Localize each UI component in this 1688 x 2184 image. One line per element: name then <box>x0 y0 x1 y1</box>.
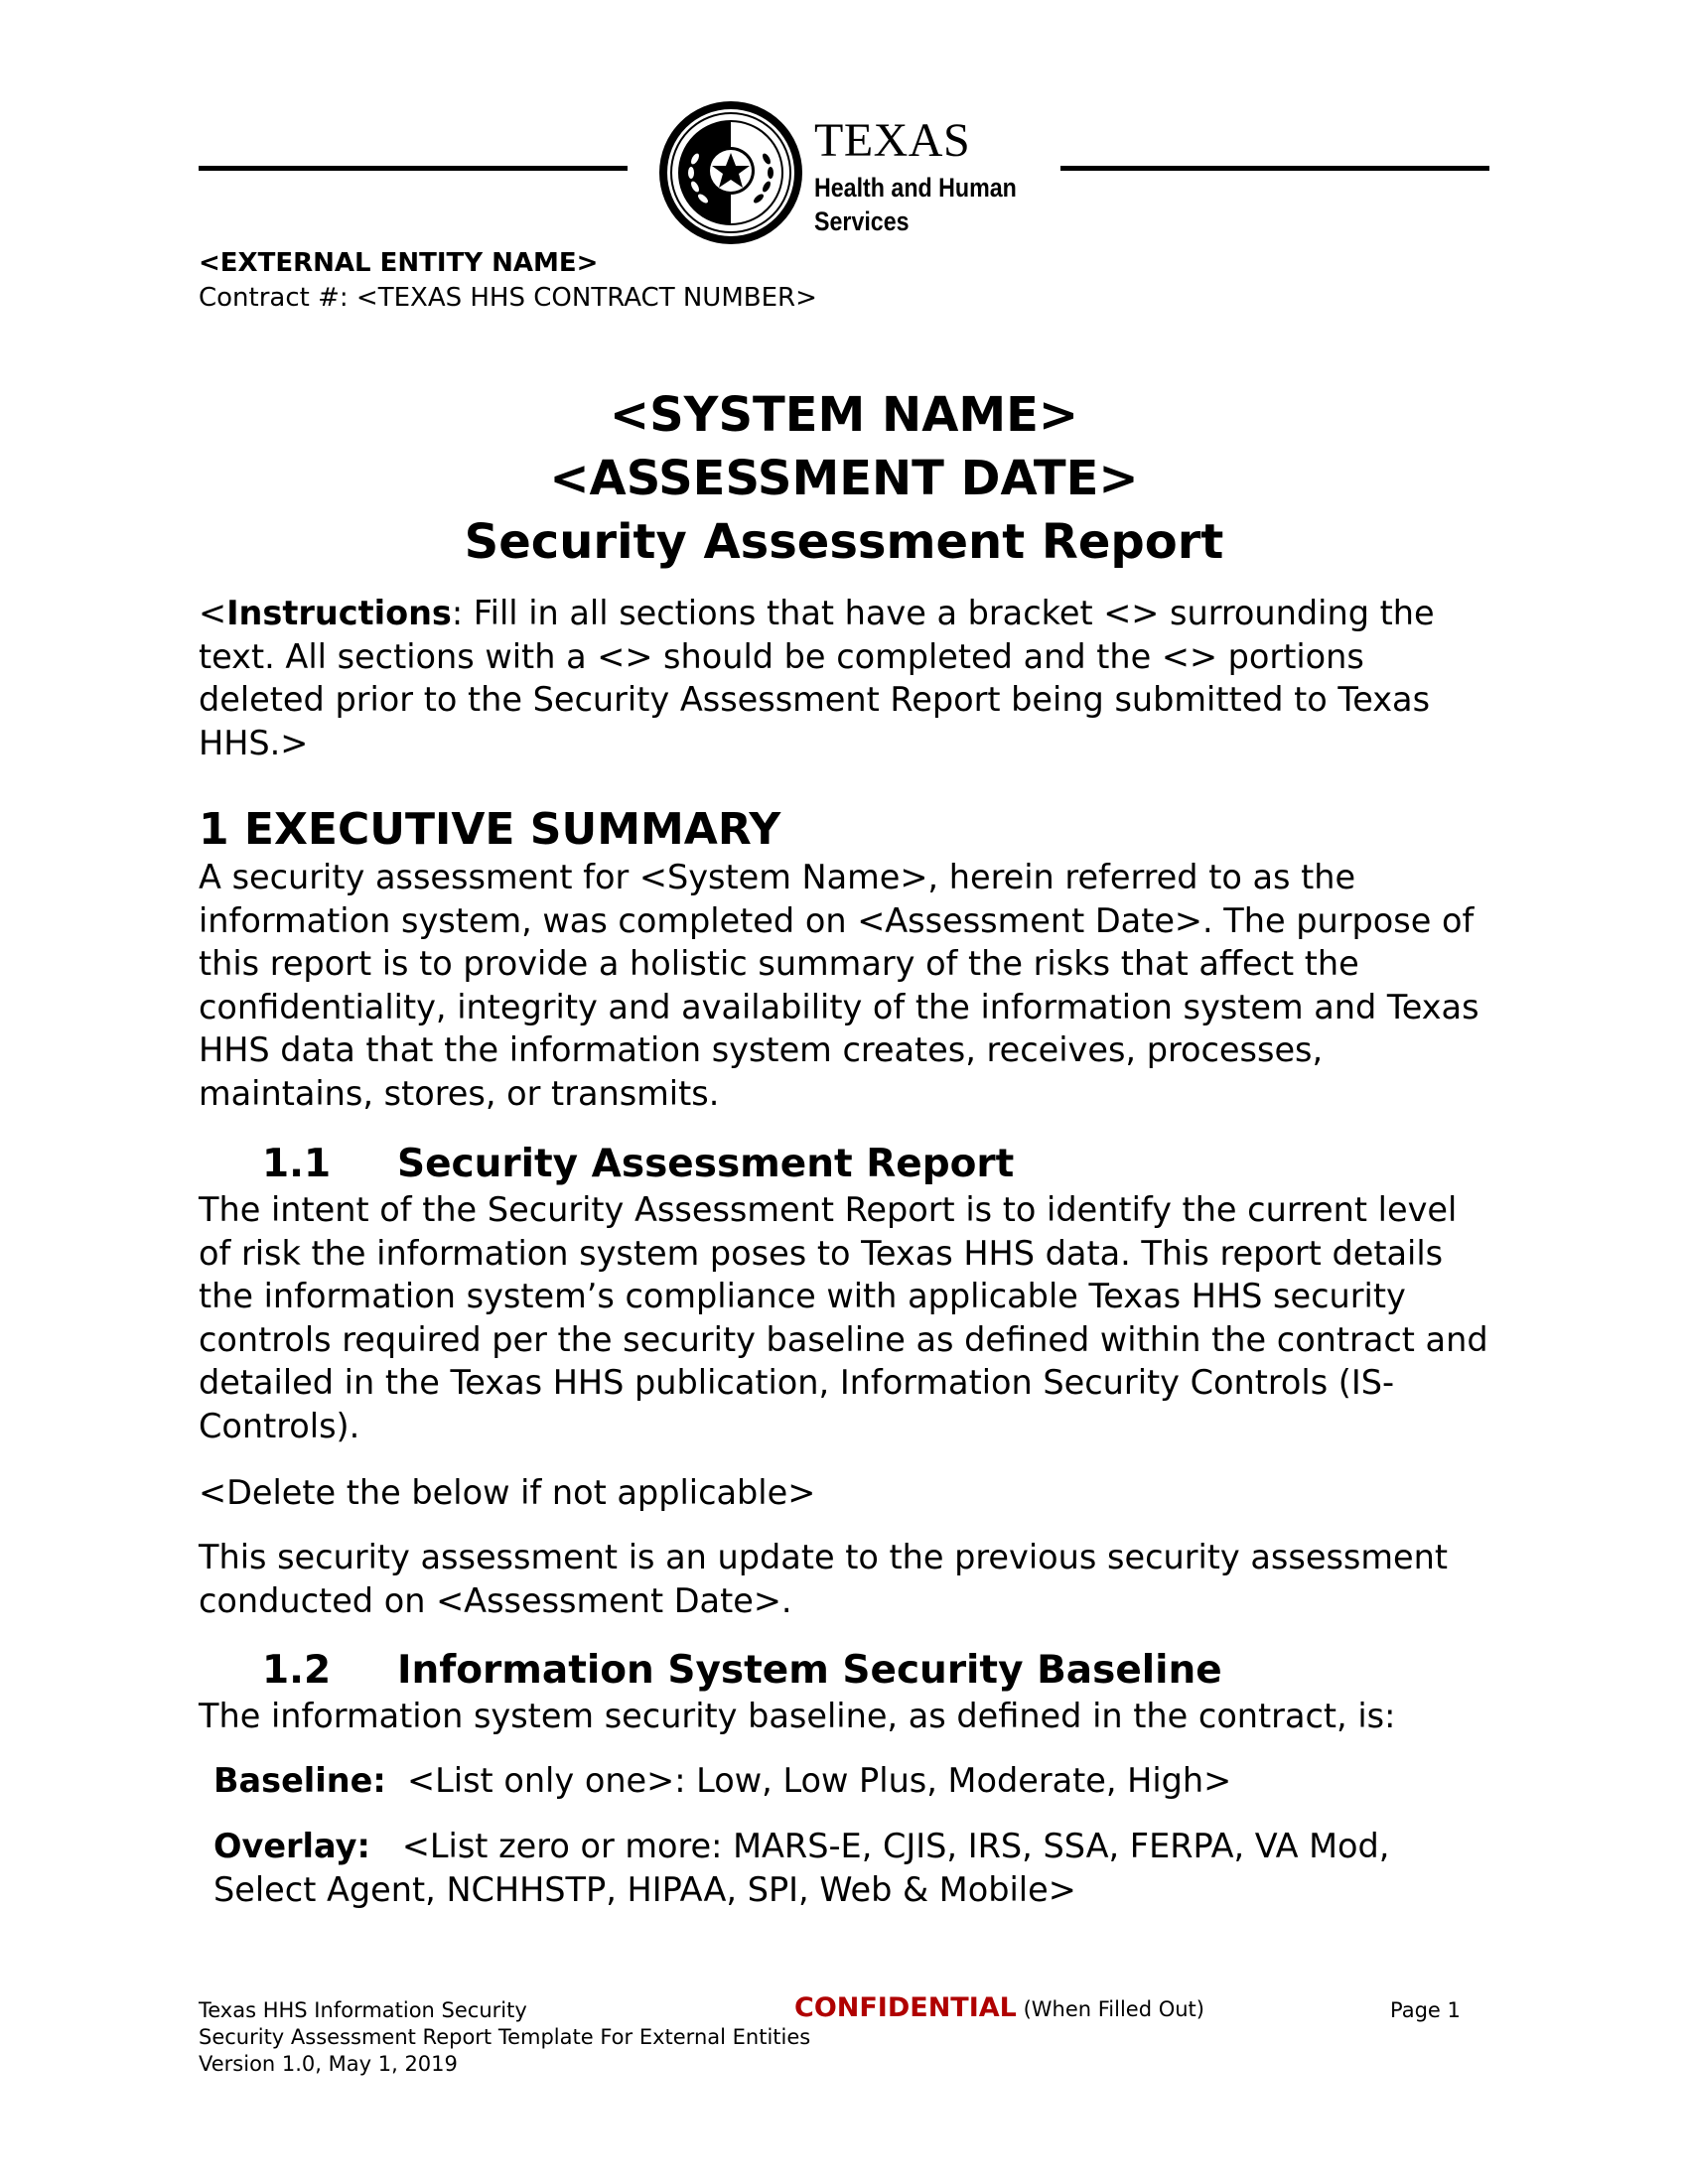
footer-page-number: Page 1 <box>1390 1998 1461 2022</box>
footer-confidential <box>794 1994 1204 2023</box>
footer-line-2: Security Assessment Report Template For External Entities <box>199 2025 811 2049</box>
overlay-field <box>213 1825 1499 1911</box>
entity-name: <EXTERNAL ENTITY NAME> <box>199 248 599 278</box>
header-rule-left <box>199 166 628 171</box>
baseline-value: <List only one>: Low, Low Plus, Moderate, High> <box>407 1761 1232 1800</box>
overlay-value: <List zero or more: MARS-E, CJIS, IRS, SSA, FERPA, VA Mod, Select Agent, NCHHSTP, HIPAA, SPI, Web & Mobile> <box>213 1827 1390 1909</box>
delete-note: <Delete the below if not applicable> <box>199 1473 816 1512</box>
overlay-label: Overlay: <box>213 1827 370 1865</box>
org-name-line3: Services <box>814 206 910 236</box>
subsection-heading-1-2 <box>262 1648 1222 1693</box>
sar-intent-body: The intent of the Security Assessment Report is to identify the current level of risk the information system poses to Texas HHS data. This report details the information system’s compliance with applicable Texas HHS security controls required per the security baseline as defined within the contract and detailed in the Texas HHS publication, Information Security Controls (IS-Controls). <box>199 1190 1488 1445</box>
baseline-intro: The information system security baseline, as defined in the contract, is: <box>199 1697 1396 1735</box>
footer-line-1: Texas HHS Information Security <box>199 1998 527 2022</box>
footer-document-info <box>199 1997 810 2078</box>
instructions-label: Instructions <box>226 594 452 632</box>
update-note: This security assessment is an update to the previous security assessment conducted on <Assessment Date>. <box>199 1538 1448 1620</box>
instructions-paragraph <box>199 592 1499 764</box>
section-heading-executive-summary: 1 EXECUTIVE SUMMARY <box>199 804 781 855</box>
baseline-label: Baseline: <box>213 1761 386 1800</box>
org-name-line2: Health and Human <box>814 173 1017 203</box>
executive-summary-body: A security assessment for <System Name>, herein referred to as the information system, was completed on <Assessment Date>. The purpose of this report is to provide a holistic summary of the risks that affect the confidentiality, integrity and availability of the information system and Texas HHS data that the information system creates, receives, processes, maintains, stores, or transmits. <box>199 858 1479 1113</box>
footer-line-3: Version 1.0, May 1, 2019 <box>199 2052 458 2076</box>
header-rule-right <box>1060 166 1489 171</box>
org-wordmark <box>814 114 1050 238</box>
system-name-title: <SYSTEM NAME> <box>609 387 1079 443</box>
confidential-label: CONFIDENTIAL <box>794 1992 1017 2023</box>
report-title: Security Assessment Report <box>464 514 1224 570</box>
texas-hhs-seal-icon <box>657 99 804 246</box>
subsection-number: 1.1 <box>262 1142 332 1186</box>
subsection-title: Information System Security Baseline <box>397 1648 1222 1693</box>
subsection-title: Security Assessment Report <box>397 1142 1015 1186</box>
subsection-number: 1.2 <box>262 1648 332 1693</box>
instructions-text: : Fill in all sections that have a bracket <> surrounding the text. All sections with a <> should be completed and the <> portions deleted prior to the Security Assessment Report being submitted to Texas HHS.> <box>199 594 1435 762</box>
assessment-date-title: <ASSESSMENT DATE> <box>549 451 1139 506</box>
org-name-texas: TEXAS <box>814 114 971 167</box>
instructions-open-bracket: < <box>199 594 227 632</box>
contract-number: Contract #: <TEXAS HHS CONTRACT NUMBER> <box>199 283 817 313</box>
subsection-heading-1-1 <box>262 1142 1014 1186</box>
confidential-note: (When Filled Out) <box>1023 1997 1204 2021</box>
baseline-field <box>213 1759 1499 1803</box>
